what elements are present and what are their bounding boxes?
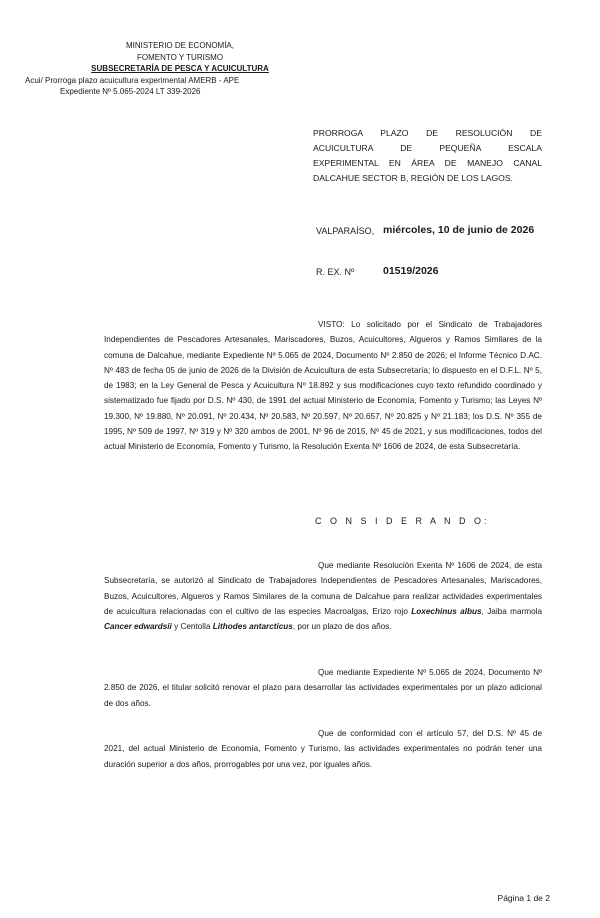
subject-line: DALCAHUE SECTOR B, REGIÓN DE LOS LAGOS. [313, 173, 513, 183]
considerando-1: Que mediante Resolución Exenta Nº 1606 de 2024, de esta Subsecretaría, se autorizó al Sindicato de Trabajadores Independientes de Pescadores Artesanales, Mariscadores, Buzos, Acuicultores, Algueros y Ramos Similares de la comuna de Dalcahue para realizar actividades experimentales de acuicultura relacionadas con el cultivo de las especies Macroalgas, Erizo rojo Loxechinus albus, Jaiba marmola Cancer edwardsii y Centolla Lithodes antarcticus, por un plazo de dos años. [104, 561, 543, 632]
resolution-subject [313, 126, 542, 186]
ministry-name: MINISTERIO DE ECONOMÍA, [125, 41, 234, 50]
visto-lead: VISTO: [318, 320, 345, 329]
species-name: Cancer edwardsii [104, 622, 172, 632]
species-name: Loxechinus albus [411, 606, 482, 616]
species-name: Lithodes antarcticus [212, 622, 293, 632]
rex-label: R. EX. Nº [316, 267, 355, 277]
file-reference: Acui/ Prorroga plazo acuicultura experimental AMERB - APE [25, 75, 240, 85]
ministry-name-2: FOMENTO Y TURISMO [136, 52, 224, 62]
considerando-3: Que de conformidad con el artículo 57, del D.S. Nº 45 de 2021, del actual Ministerio de Economía, Fomento y Turismo, las actividades experimentales no podrán tener una duración superior a dos años, prorrogables por una vez, por iguales años. [104, 729, 542, 769]
place-label: VALPARAÍSO, [316, 226, 375, 236]
rex-number: 01519/2026 [383, 265, 439, 277]
page-number: Página 1 de 2 [497, 893, 550, 903]
resolution-date: miércoles, 10 de junio de 2026 [383, 224, 535, 236]
visto-paragraph [104, 317, 542, 455]
subject-line: PRORROGA PLAZO DE RESOLUCIÓN DE [313, 128, 542, 138]
expediente-reference: Expediente Nº 5.065-2024 LT 339-2026 [60, 87, 201, 96]
considerando-heading: C O N S I D E R A N D O: [315, 516, 490, 526]
considerando-2: Que mediante Expediente Nº 5.065 de 2024, Documento Nº 2.850 de 2026, el titular solicitó renovar el plazo para desarrollar las actividades experimentales por un plazo adicional de dos años. [104, 668, 542, 708]
subject-line: ACUICULTURA DE PEQUEÑA ESCALA [313, 143, 542, 153]
visto-body: Lo solicitado por el Sindicato de Trabajadores Independientes de Pescadores Artesanales, Mariscadores, Buzos, Acuicultores, Algueros y Ramos Similares de la comuna de Dalcahue, mediante Expediente Nº 5.065 de 2024, Documento Nº 2.850 de 2026; el Informe Técnico D.AC. Nº 483 de fecha 05 de junio de 2026 de la División de Acuicultura de esta Subsecretaría; lo dispuesto en el D.F.L. Nº 5, de 1983; en la Ley General de Pesca y Acuicultura Nº 18.892 y sus modificaciones cuyo texto refundido coordinado y sistematizado fue fijado por D.S. Nº 430, de 1991 del actual Ministerio de Economía, Fomento y Turismo; las Leyes Nº 19.300, Nº 19.880, Nº 20.091, Nº 20.434, Nº 20.583, Nº 20.597, Nº 20.657, Nº 20.825 y Nº 21.183; los D.S. Nº 355 de 1995, Nº 509 de 1997, Nº 319 y Nº 320 ambos de 2001, Nº 96 de 2015, Nº 45 de 2021, y sus modificaciones, todos del actual Ministerio de Economía, Fomento y Turismo, la Resolución Exenta Nº 1606 de 2024, de esta Subsecretaría. [104, 320, 542, 452]
undersecretary-name: SUBSECRETARÍA DE PESCA Y ACUICULTURA [91, 64, 269, 73]
subject-line: EXPERIMENTAL EN ÁREA DE MANEJO CANAL [313, 158, 542, 168]
issuer-header [25, 40, 275, 98]
